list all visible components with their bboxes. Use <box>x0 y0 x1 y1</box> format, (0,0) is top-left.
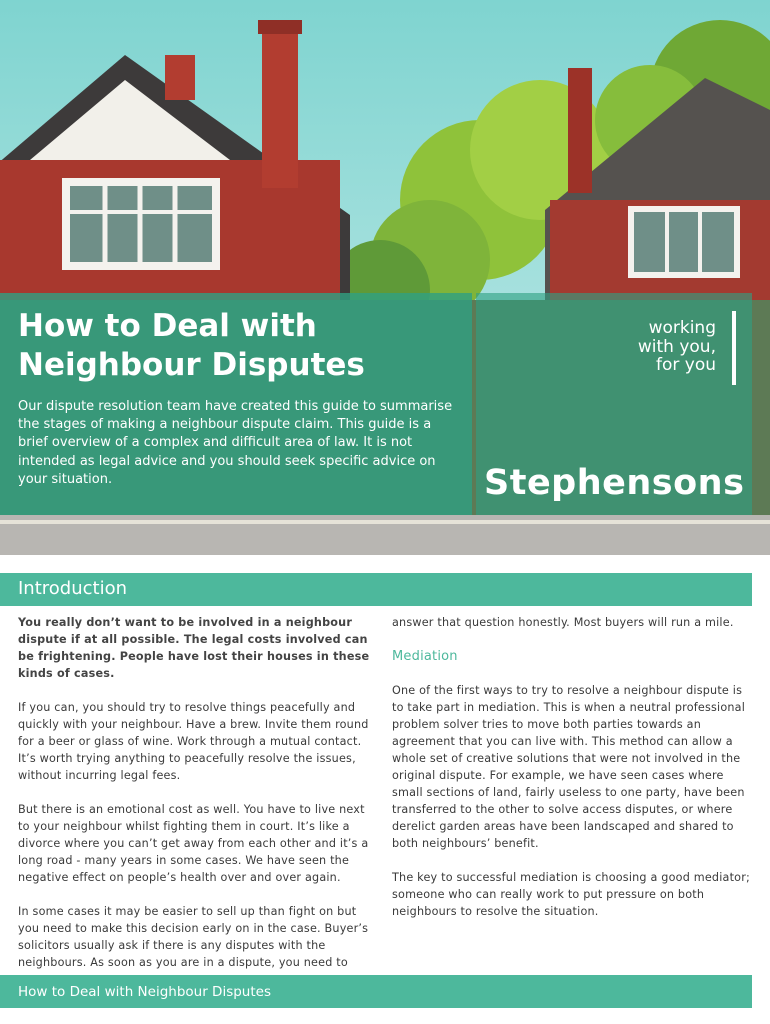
tagline-divider <box>732 311 736 385</box>
brand-logo: Stephensons <box>484 463 745 503</box>
tagline-line-2: with you, <box>637 336 716 357</box>
footer-title: How to Deal with Neighbour Disputes <box>18 984 271 1000</box>
tagline-line-1: working <box>648 318 716 338</box>
paragraph: In some cases it may be easier to sell up than fight on but you need to make this decision early on in the case. Buyer’s solicitors usually ask if there is any disputes with the neighbours. As soon as you are in a dispute, you need to <box>18 905 369 969</box>
tagline <box>638 319 716 375</box>
section-header <box>0 573 752 606</box>
continuation-paragraph: answer that question honestly. Most buyers will run a mile. <box>392 616 734 629</box>
brand-panel <box>476 293 752 515</box>
paragraph: The key to successful mediation is choosing a good mediator; someone who can really work to put pressure on both neighbours to resolve the situation. <box>392 871 750 918</box>
mediation-heading: Mediation <box>392 649 458 664</box>
paragraph: If you can, you should try to resolve things peacefully and quickly with your neighbour. Have a brew. Invite them round for a beer or glass of wine. Work through a mutual contact. It’s worth trying anything to peacefully resolve the issues, without incurring legal fees. <box>18 701 369 782</box>
left-column <box>18 614 378 988</box>
title-line-2: Neighbour Disputes <box>18 347 365 383</box>
right-column <box>392 614 752 937</box>
paragraph: But there is an emotional cost as well. You have to live next to your neighbour whilst fighting them in court. It’s like a divorce where you can’t get away from each other and it’s a long road - many years in some cases. We have seen the negative effect on people’s health over and over again. <box>18 803 369 884</box>
title-line-1: How to Deal with <box>18 308 317 344</box>
footer-bar <box>0 975 752 1008</box>
tagline-line-3: for you <box>655 355 716 375</box>
hero-description: Our dispute resolution team have created this guide to summarise the stages of making a neighbour dispute claim. This guide is a brief overview of a complex and difficult area of law. It is not intended as legal advice and you should seek specific advice on your situation. <box>18 399 453 487</box>
lead-paragraph: You really don’t want to be involved in a neighbour dispute if at all possible. The legal costs involved can be frightening. People have lost their houses in these kinds of cases. <box>18 616 370 680</box>
section-heading: Introduction <box>18 578 128 599</box>
page-title <box>18 307 458 385</box>
title-panel <box>0 293 472 515</box>
paragraph: One of the first ways to try to resolve a neighbour dispute is to take part in mediation. This is when a neutral professional problem solver tries to move both parties towards an agreement that you can live with. This method can allow a whole set of creative solutions that were not involved in the original dispute. For example, we have seen cases where small sections of land, fairly useless to one party, have been transferred to the other to solve access disputes, or where derelict garden areas have been landscaped and shared to both neighbours’ benefit. <box>392 684 746 850</box>
